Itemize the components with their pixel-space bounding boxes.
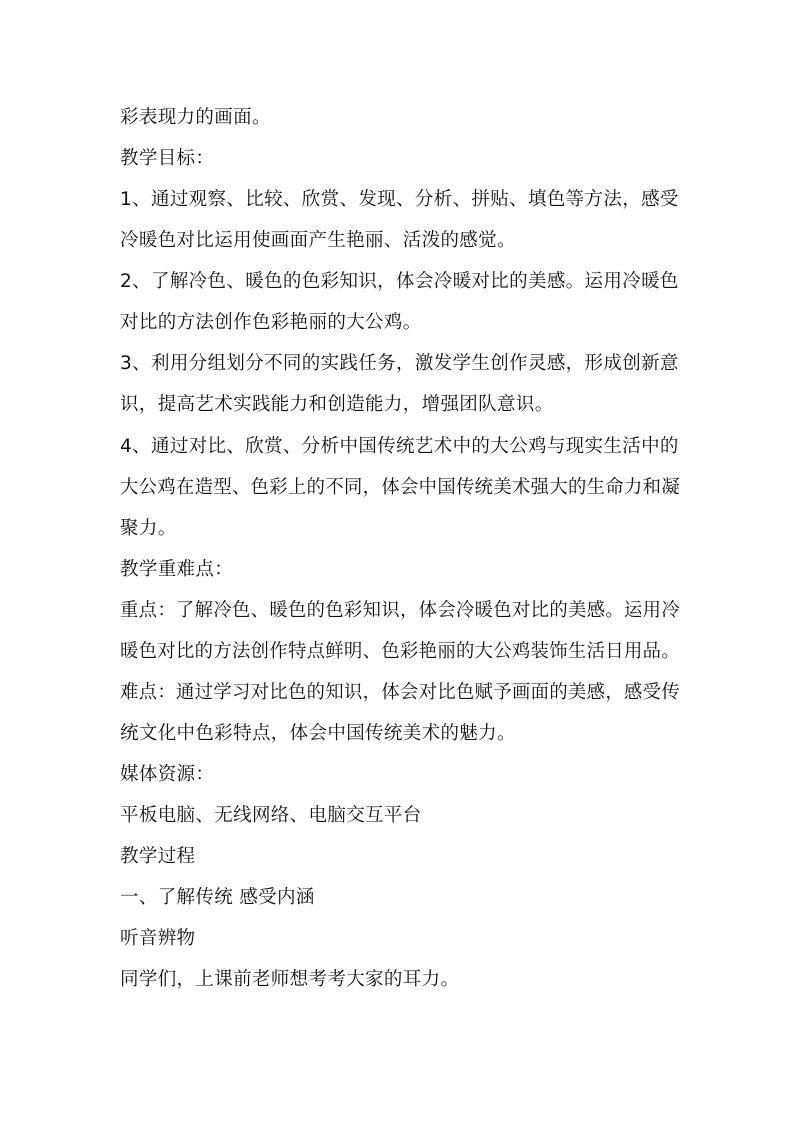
text-line: 大公鸡在造型、色彩上的不同，体会中国传统美术强大的生命力和凝	[120, 477, 680, 498]
text-line: 2、了解冷色、暖色的色彩知识，体会冷暖对比的美感。运用冷暖色	[120, 271, 679, 292]
text-line: 识，提高艺术实践能力和创造能力，增强团队意识。	[120, 394, 554, 415]
section-heading-process: 教学过程	[120, 846, 196, 867]
section-heading-key-points: 教学重难点：	[120, 559, 234, 580]
text-line: 一、了解传统 感受内涵	[120, 887, 315, 908]
text-line: 统文化中色彩特点，体会中国传统美术的魅力。	[120, 723, 516, 744]
section-heading-goals: 教学目标：	[120, 148, 215, 169]
text-line: 4、通过对比、欣赏、分析中国传统艺术中的大公鸡与现实生活中的	[120, 436, 679, 457]
text-line: 1、通过观察、比较、欣赏、发现、分析、拼贴、填色等方法，感受	[120, 189, 679, 210]
text-line: 难点：通过学习对比色的知识，体会对比色赋予画面的美感，感受传	[120, 682, 680, 703]
text-line: 冷暖色对比运用使画面产生艳丽、活泼的感觉。	[120, 230, 516, 251]
text-line: 同学们，上课前老师想考考大家的耳力。	[120, 969, 460, 990]
text-line: 对比的方法创作色彩艳丽的大公鸡。	[120, 312, 422, 333]
text-line: 重点：了解冷色、暖色的色彩知识，体会冷暖色对比的美感。运用冷	[120, 600, 680, 621]
text-line: 彩表现力的画面。	[120, 107, 271, 128]
text-line: 3、利用分组划分不同的实践任务，激发学生创作灵感，形成创新意	[120, 353, 679, 374]
text-line: 聚力。	[120, 518, 177, 539]
text-line: 暖色对比的方法创作特点鲜明、色彩艳丽的大公鸡装饰生活日用品。	[120, 641, 680, 662]
text-line: 听音辨物	[120, 928, 196, 949]
section-heading-media: 媒体资源：	[120, 764, 215, 785]
text-line: 平板电脑、无线网络、电脑交互平台	[120, 805, 422, 826]
